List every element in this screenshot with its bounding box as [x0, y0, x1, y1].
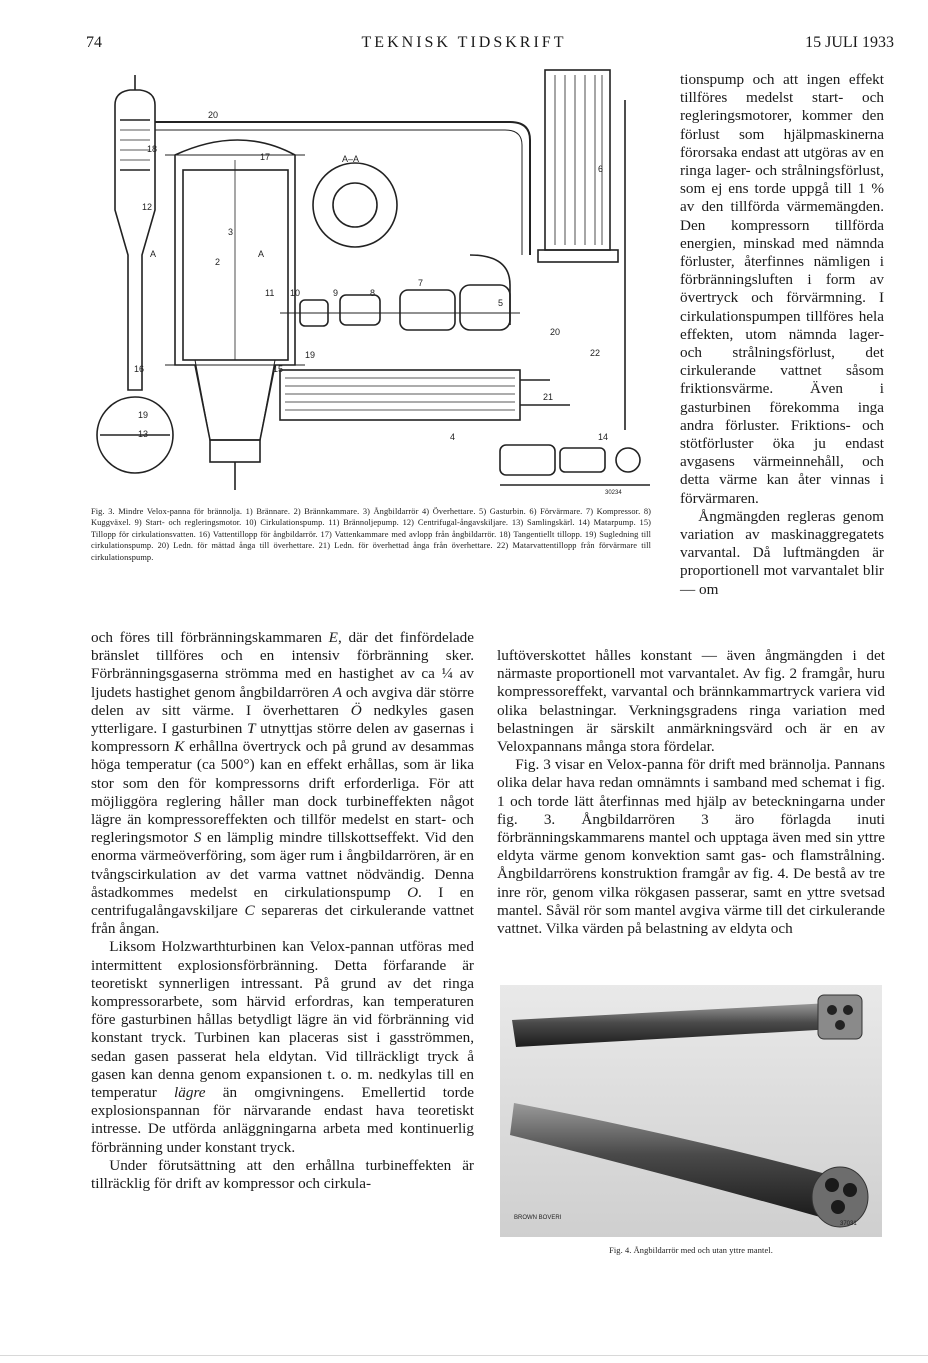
label-a-right: A: [258, 249, 265, 259]
preheater: [538, 70, 625, 430]
label-10: 10: [290, 288, 301, 298]
label-a-a: A–A: [342, 154, 360, 164]
label-15: 15: [273, 364, 284, 374]
turbine-compressor: [280, 255, 520, 330]
right-column-mid: [497, 647, 885, 938]
label-13: 13: [138, 429, 149, 439]
feed-pump: [500, 445, 650, 485]
label-16: 16: [134, 364, 145, 374]
section-a-a: [313, 163, 397, 247]
right-mid-p2: Fig. 3 visar en Velox-panna för drift med brännolja. Pannans olika delar hava redan omnämnts i samband med schemat i fig. 1 och torde lätt återfinnas med hjälp av beteckningarna under fig. 3. Ångbildarrören 3 äro förlagda inuti förbränningskammarens mantel och upptaga även med sin yttre eldyta värme genom konvektion samt gas- och flamstrålning. Ångbildarrörens konstruktion framgår av fig. 4. De bestå av tre inre rör, genom vilka rökgasen passerar, samt en yttre svetsad mantel. Såväl rör som mantel avgiva värme till det cirkulerande vattnet. Vilka värden på belastning av eldyta och: [497, 756, 885, 938]
right-top-p1: tionspump och att ingen effekt tillföres medelst start- och regleringsmotorer, kommer den förlust som hjälpmaskinerna förorsaka endast att utgöras av en ringa lager- och strålningsförlust, som ej ens torde uppgå till 1 % av den tillförda värmemängden. Den kompressorn tillförda energien, minskad med nämnda förluster, återfinnes nämligen i förbränningsluften i form av övertryck och förvärmning. I cirkulationspumpen tillföres hela effekten, utom nämnda lager- och strålningsförlust, det cirkulerande vattnet såsom friktionsvärme. Även i gasturbinen förekomma inga andra förluster. Friktions- och stötförluster öka ju endast avgasens värmeinnehåll, och detta värme kan åter vinnas i förvärmaren.: [680, 71, 884, 507]
label-20: 20: [208, 110, 219, 120]
left-p3: Under förutsättning att den erhållna turbineffekten är tillräcklig för drift av kompressor och cirkula-: [91, 1156, 474, 1193]
separator-vessel: [97, 75, 173, 473]
label-21: 21: [543, 392, 554, 402]
left-column: [91, 629, 474, 1193]
stamp-fig3: 30234: [605, 490, 622, 496]
photo-stamp-left: BROWN BOVERI: [514, 1215, 562, 1221]
combustion-chamber: [165, 140, 305, 490]
issue-date: 15 JULI 1933: [805, 34, 894, 51]
right-column-top: [680, 71, 884, 599]
label-19b: 19: [138, 410, 149, 420]
label-22: 22: [590, 348, 601, 358]
right-top-p2: Ångmängden regleras genom variation av maskinaggregatets varvantal. Då luftmängden är proportionell mot varvantalet blir — om: [680, 507, 884, 598]
superheater: [280, 370, 570, 420]
page-number: 74: [86, 34, 102, 51]
left-p2: Liksom Holzwarthturbinen kan Velox-pannan utföras med intermittent explosionsförbränning. Detta förfarande är teoretiskt synnerligen intressant. På grund av det ringa kompressorarbete, som härvid erfordras, kan temperaturen före gasturbinen hållas betydligt lägre än vid förbränning vid konstant tryck. Turbinen kan placeras sist i gasströmmen, sedan gasen passerat hela eldytan. Vid tillräckligt tryck å gasen kan denna genom expansionen t. o. m. nedkylas till en temperatur lägre än omgivningens. Emellertid torde explosionspannan för närvarande endast hava teoretiskt intresse. De utförda anläggningarna arbeta med kontinuerlig förbränning under konstant tryck.: [91, 938, 475, 1156]
label-18: 18: [147, 144, 158, 154]
right-mid-p1: luftöverskottet hålles konstant — även ångmängden i det närmaste proportionell mot varvantalet. Av fig. 2 framgår, huru kompressoreffekt, varvantal och brännkammartryck variera vid olika belastningar. Verkningsgradens ringa variation med belastningen är särskilt anmärkningsvärd och är en av Veloxpannans många stora fördelar.: [497, 647, 885, 756]
fig4-caption: Fig. 4. Ångbildarrör med och utan yttre mantel.: [609, 1246, 773, 1255]
label-5: 5: [498, 298, 504, 308]
label-8: 8: [370, 288, 376, 298]
journal-title: TEKNISK TIDSKRIFT: [361, 34, 567, 51]
bottom-rule: [0, 1355, 928, 1356]
label-2: 2: [215, 257, 221, 267]
label-9: 9: [333, 288, 339, 298]
label-7: 7: [418, 278, 424, 288]
label-11: 11: [265, 288, 275, 298]
label-14: 14: [598, 432, 609, 442]
photo-stamp-right: 37031: [840, 1221, 857, 1227]
left-p1: och föres till förbränningskammaren E, där det finfördelade bränslet tillföres och en intensiv förbränning sker. Förbränningsgaserna strömma med en hastighet av ca ¼ av ljudets hastighet genom ångbildarrören A och avgiva där större delen av sitt värme. I överhettaren Ö nedkyles gasen ytterligare. I gasturbinen T utnyttjas större delen av gasernas i kompressorn K erhållna övertryck och på grund av desammas höga temperatur (ca 500°) kan en effekt erhållas, som är lika stor som den för kompressorns drift erforderliga. För att möjliggöra reglering håller man dock turbineffekten något lägre än kompressoreffekten och tillför medelst en start- och regleringsmotor S en lämplig mindre tillskottseffekt. Vid den enorma värmeöverföring, som äger rum i ångbildarrören, är en tvångscirkulation av det varma vattnet nödvändig. Denna åstadkommes medelst en cirkulationspump O. I en centrifugalångavskiljare C separeras det cirkulerande vattnet från ångan.: [91, 629, 475, 938]
label-4: 4: [450, 432, 456, 442]
label-17: 17: [260, 152, 271, 162]
label-12: 12: [142, 202, 153, 212]
label-6: 6: [598, 164, 604, 174]
label-20b: 20: [550, 327, 561, 337]
fig3-caption: Fig. 3. Mindre Velox-panna för brännolja. 1) Brännare. 2) Brännkammare. 3) Ångbildarrör 4) Överhettare. 5) Gasturbin. 6) Förvärmare. 7) Kompressor. 8) Kuggväxel. 9) Start- och regleringsmotor. 10) Cirkulationspump. 11) Brännoljepump. 12) Centrifugal-ångavskiljare. 13) Samlingskärl. 14) Matarpump. 15) Tillopp för cirkulationsvatten. 16) Vattentillopp för ångbildarrör. 17) Vattenkammare med avlopp från ångbildarrör. 18) Tangentiellt tillopp. 19) Sugledning till cirkulationspump. 20) Ledn. för mättad ånga till överhettare. 21) Ledn. för överhettad ånga från överhettare. 22) Matarvattentillopp från förvärmare till cirkulationspump.: [91, 507, 651, 562]
label-3: 3: [228, 227, 234, 237]
label-a-left: A: [150, 249, 157, 259]
label-19: 19: [305, 350, 316, 360]
fig3-diagram: [80, 60, 660, 500]
fig4-photo: [500, 985, 882, 1237]
